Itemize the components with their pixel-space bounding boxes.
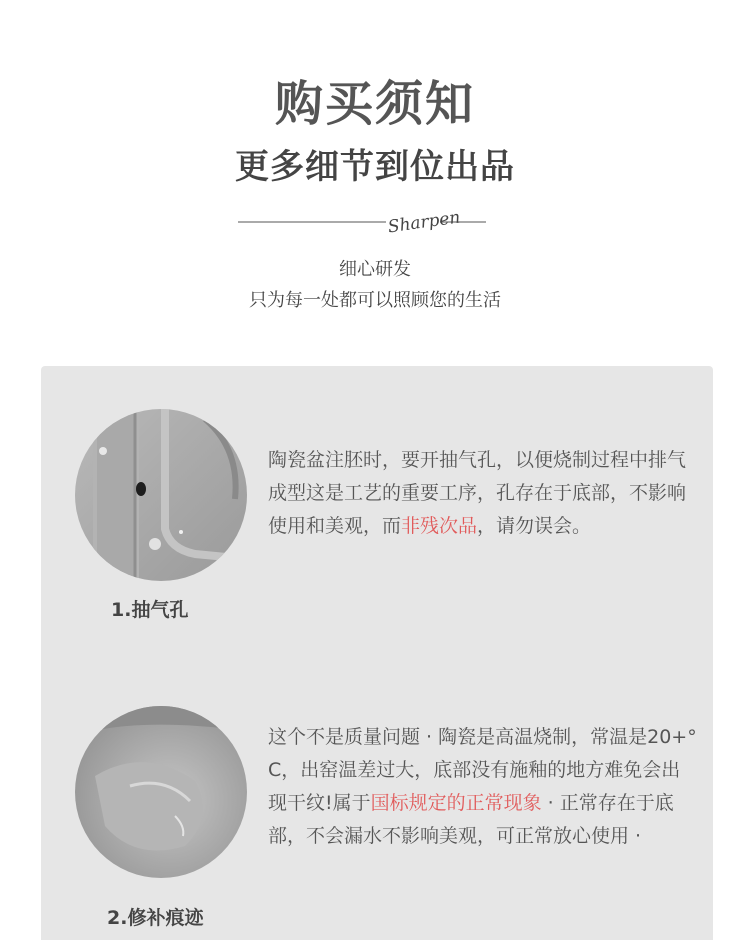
item-label-repair-mark: 2.修补痕迹 <box>107 907 204 929</box>
page-subtitle: 更多细节到位出品 <box>235 147 515 187</box>
item-description-vent-hole: 陶瓷盆注胚时，要开抽气孔，以便烧制过程中排气成型这是工艺的重要工序，孔存在于底部，不影响使用和美观，而非残次品，请勿误会。 <box>268 449 687 537</box>
item-label-vent-hole: 1.抽气孔 <box>111 599 189 621</box>
notice-panel <box>41 366 713 940</box>
highlight-text: 国标规定的正常现象 <box>370 792 542 814</box>
tagline-2: 只为每一处都可以照顾您的生活 <box>249 290 501 311</box>
highlight-text: 非残次品 <box>401 515 478 537</box>
item-description-repair-mark: 这个不是质量问题 · 陶瓷是高温烧制，常温是20+° C，出窑温差过大，底部没有施釉的地方难免会出现干纹!属于国标规定的正常现象 · 正常存在于底部，不会漏水不影响美观，可正常放心使用 · <box>268 726 697 847</box>
signature-divider <box>238 205 488 245</box>
repair-mark-photo <box>75 706 247 878</box>
tagline-1: 细心研发 <box>339 259 411 280</box>
vent-hole-photo <box>75 409 247 581</box>
signature-text: Sharpen <box>386 207 462 238</box>
page-title: 购买须知 <box>274 76 475 132</box>
